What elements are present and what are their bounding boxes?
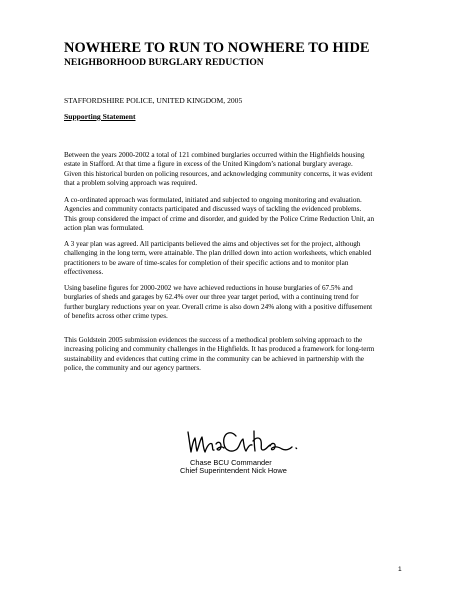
document-title: NOWHERE TO RUN TO NOWHERE TO HIDE [64, 40, 370, 56]
paragraph-line: that a problem solving approach was required. [64, 178, 198, 187]
paragraph-5 [64, 336, 404, 373]
paragraph-line: A 3 year plan was agreed. All participants believed the aims and objectives set for the project, although [64, 240, 361, 248]
paragraph-line: A co-ordinated approach was formulated, initiated and subjected to ongoing monitoring and evaluation. [64, 196, 362, 204]
paragraph-line: police, the community and our agency partners. [64, 363, 201, 372]
source-line: STAFFORDSHIRE POLICE, UNITED KINGDOM, 2005 [64, 96, 243, 105]
paragraph-line: increasing policing and community challenges in the Highfields. It has produced a framework for long-term [64, 345, 375, 354]
paragraph-line: effectiveness. [64, 267, 104, 276]
paragraph-line: of benefits across other crime types. [64, 311, 168, 320]
paragraph-line: This Goldstein 2005 submission evidences the success of a methodical problem solving approach to the [64, 336, 363, 344]
paragraph-line: Using baseline figures for 2000-2002 we have achieved reductions in house burglaries of 67.5% and [64, 284, 353, 292]
page-number: 1 [398, 566, 402, 573]
paragraph-line: burglaries of sheds and garages by 62.4% over our three year target period, with a continuing trend for [64, 293, 359, 302]
paragraph-line: action plan was formulated. [64, 223, 144, 232]
paragraph-line: further burglary reductions year on year. Overall crime is also down 24% along with a positive diffusement [64, 302, 373, 311]
paragraph-1 [64, 151, 404, 188]
paragraph-line: Agencies and community contacts participated and discussed ways of tackling the evidenced problems. [64, 205, 362, 214]
paragraph-line: Given this historical burden on policing resources, and acknowledging community concerns, it was evident [64, 169, 373, 178]
paragraph-line: This group considered the impact of crime and disorder, and guided by the Police Crime Reduction Unit, an [64, 214, 375, 223]
paragraph-2 [64, 196, 404, 233]
section-heading: Supporting Statement [64, 112, 136, 121]
paragraph-line: estate in Stafford. At that time a figure in excess of the United Kingdom’s national burglary average. [64, 160, 353, 169]
paragraph-line: Between the years 2000-2002 a total of 121 combined burglaries occurred within the Highfields housing [64, 151, 365, 159]
paragraph-line: practitioners to be aware of time-scales for completion of their specific actions and to monitor plan [64, 258, 349, 267]
handwritten-signature [184, 422, 302, 456]
signatory-name: Chief Superintendent Nick Howe [180, 466, 287, 475]
paragraph-3 [64, 240, 404, 277]
signatory-role: Chase BCU Commander [190, 458, 272, 467]
paragraph-4 [64, 284, 404, 321]
document-subtitle: NEIGHBORHOOD BURGLARY REDUCTION [64, 57, 264, 68]
paragraph-line: sustainability and evidences that cutting crime in the community can be achieved in partnership with the [64, 354, 364, 363]
paragraph-line: challenging in the long term, were attainable. The plan drilled down into action worksheets, which enabled [64, 249, 372, 258]
